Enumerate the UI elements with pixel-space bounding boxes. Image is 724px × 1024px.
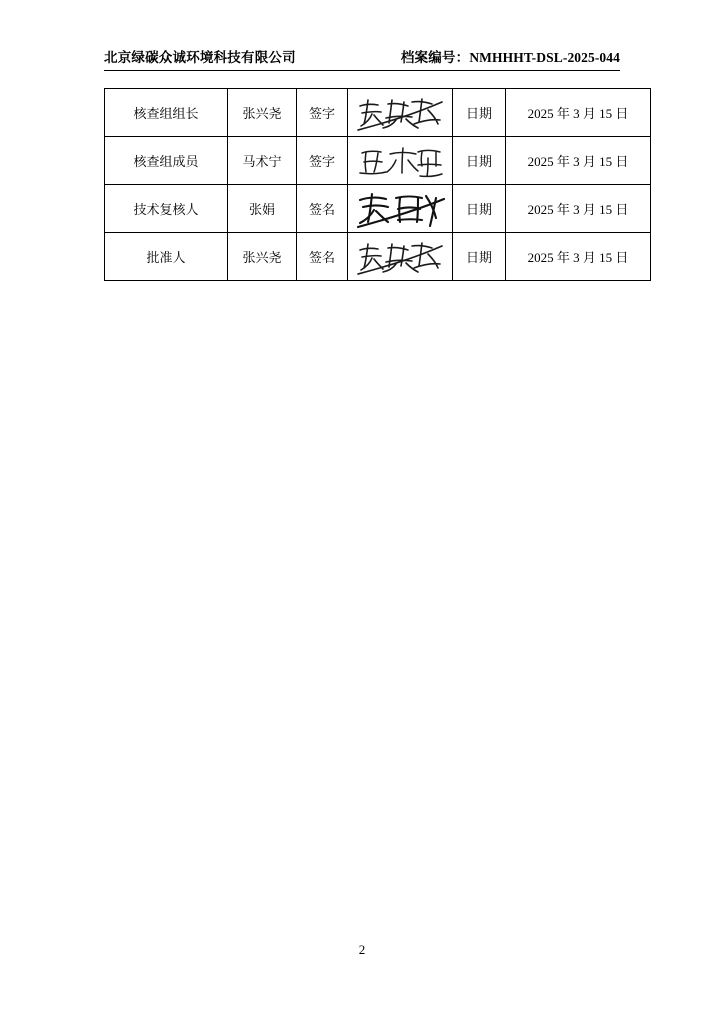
row-date-label: 日期 <box>453 185 506 233</box>
row-date: 2025 年 3 月 15 日 <box>506 89 651 137</box>
row-role: 核查组组长 <box>105 89 228 137</box>
signature-table <box>104 88 651 281</box>
row-date: 2025 年 3 月 15 日 <box>506 233 651 281</box>
row-sign-label: 签名 <box>297 185 348 233</box>
page-number: 2 <box>358 942 366 957</box>
row-date-label: 日期 <box>453 137 506 185</box>
row-name: 张娟 <box>228 185 297 233</box>
row-name: 张兴尧 <box>228 89 297 137</box>
row-sign-label: 签字 <box>297 89 348 137</box>
row-role: 批准人 <box>105 233 228 281</box>
handwritten-signature-icon <box>350 234 450 280</box>
table-row <box>105 233 651 281</box>
row-role: 核查组成员 <box>105 137 228 185</box>
archive-label: 档案编号： <box>400 50 470 65</box>
row-sign-label: 签名 <box>297 233 348 281</box>
header-divider <box>104 70 620 71</box>
signature-zhang-xingyao-2 <box>348 233 453 281</box>
row-date: 2025 年 3 月 15 日 <box>506 185 651 233</box>
row-name: 马术宁 <box>228 137 297 185</box>
row-name: 张兴尧 <box>228 233 297 281</box>
row-date-label: 日期 <box>453 89 506 137</box>
table-row <box>105 137 651 185</box>
header-company-name: 北京绿碳众诚环境科技有限公司 <box>104 50 296 65</box>
table-row <box>105 185 651 233</box>
row-sign-label: 签字 <box>297 137 348 185</box>
header-archive-number <box>401 46 620 66</box>
signature-zhang-xingyao <box>348 89 453 137</box>
row-date: 2025 年 3 月 15 日 <box>506 137 651 185</box>
handwritten-signature-icon <box>350 186 450 232</box>
archive-code: NMHHHT-DSL-2025-044 <box>469 50 620 65</box>
table-row <box>105 89 651 137</box>
row-role: 技术复核人 <box>105 185 228 233</box>
signature-zhang-juan <box>348 185 453 233</box>
row-date-label: 日期 <box>453 233 506 281</box>
signature-ma-shuning <box>348 137 453 185</box>
handwritten-signature-icon <box>350 138 450 184</box>
page-header <box>104 46 620 66</box>
handwritten-signature-icon <box>350 90 450 136</box>
